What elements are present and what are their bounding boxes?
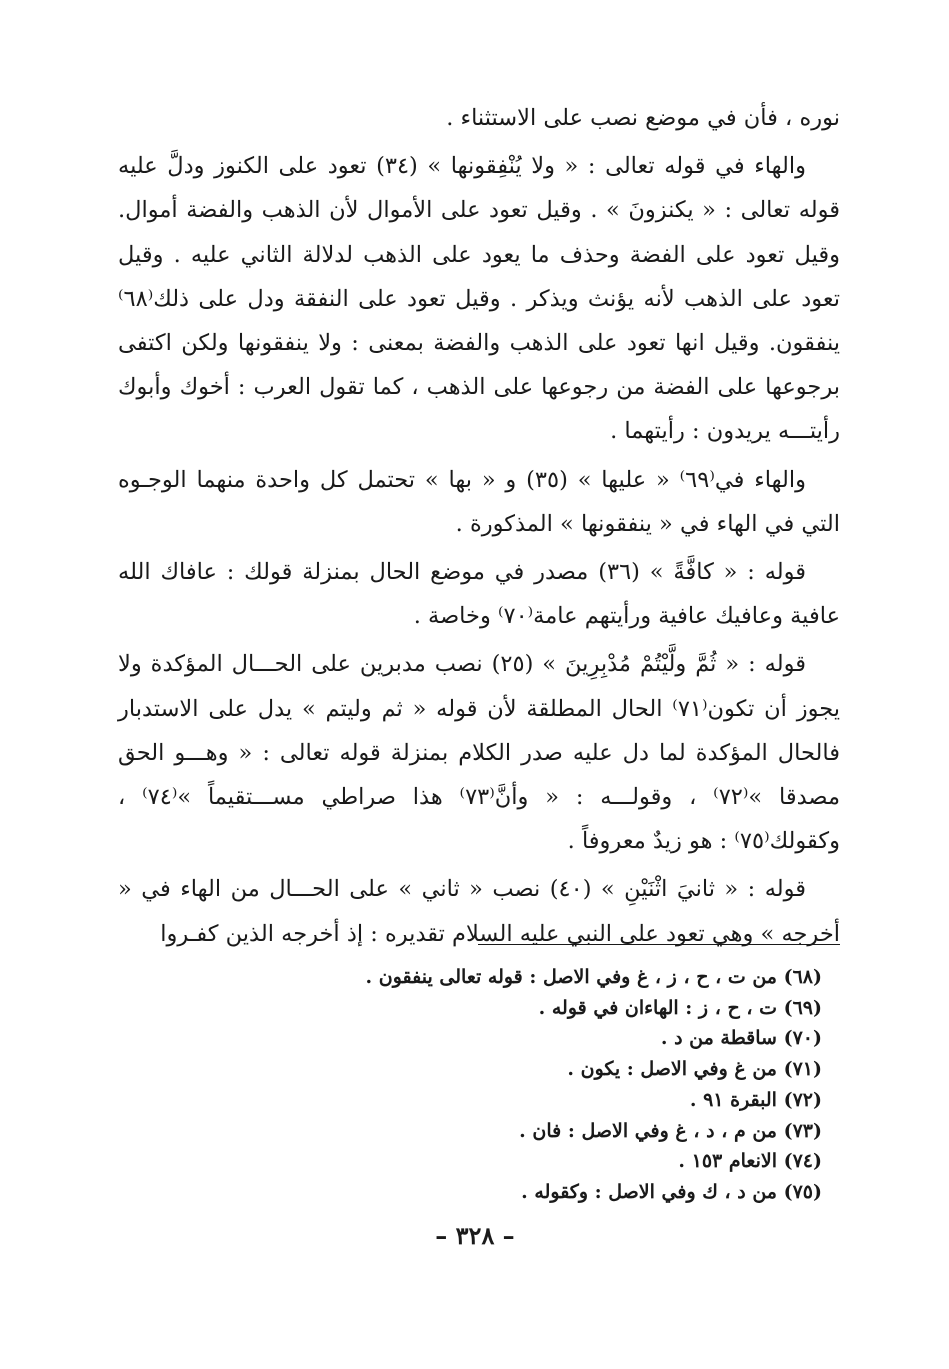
footnote: (٧٢) البقرة ٩١ . <box>689 1088 822 1111</box>
footnotes <box>300 962 822 1208</box>
paragraph: والهاء في قوله تعالى : « ولا يُنْفِقونها » (٣٤) تعود على الكنوز ودلَّ عليه قوله تعالى : « يكنزونَ » . وقيل تعود على الأموال لأن الذهب والفضة أموال. وقيل تعود على الفضة وحذف ما يعود على الذهب لدلالة الثاني عليه . وقيل تعود على الذهب لأنه يؤنث ويذكر . وقيل تعود على النفقة ودل على ذلك⁽٦٨⁾ ينفقون. وقيل انها تعود على الذهب والفضة بمعنى : ولا ينفقونها ولكن اكتفى برجوعها على الفضة من رجوعها على الذهب ، كما تقول العرب : أخوك وأبوك رأيتـــه يريدون : رأيتهما . <box>118 153 840 445</box>
paragraph: قوله : « ثُمَّ ولَّيْتُمْ مُدْبِرِينَ » (٢٥) نصب مدبرين على الحـــال المؤكدة ولا يجوز أن تكون⁽٧١⁾ الحال المطلقة لأن قوله « ثم وليتم » يدل على الاستدبار فالحال المؤكدة لما دل عليه صدر الكلام بمنزلة قوله تعالى : « وهـــو الحق مصدقا »⁽٧٢⁾ ، وقولـــه : « وأنَّ⁽٧٣⁾ هذا صراطي مســـتقيماً »⁽٧٤⁾ ، وكقولك⁽٧٥⁾ : هو زيدٌ معروفاً . <box>118 651 840 855</box>
footnote: (٧٤) الانعام ١٥٣ . <box>678 1150 822 1173</box>
footnote: (٦٩) ت ، ح ، ز : الهاءان في قوله . <box>538 996 822 1019</box>
footnote: (٦٨) من ت ، ح ، ز ، غ وفي الاصل : قوله تعالى ينفقون . <box>365 966 822 988</box>
footnote: (٧٥) من د ، ك وفي الاصل : وكقوله . <box>521 1180 822 1203</box>
main-text <box>118 96 840 956</box>
paragraph: قوله : « كافَّةً » (٣٦) مصدر في موضع الحال بمنزلة قولك : عافاك الله عافية وعافيك عافية ورأيتهم عامة⁽٧٠⁾ وخاصة . <box>118 559 840 630</box>
paragraph: والهاء في⁽٦٩⁾ « عليها » (٣٥) و « بها » تحتمل كل واحدة منهما الوجـوه التي في الهاء في « ينفقونها » المذكورة . <box>118 466 840 537</box>
page-number: – ٣٢٨ – <box>435 1221 515 1250</box>
paragraph: نوره ، فأن في موضع نصب على الاستثناء . <box>446 105 840 131</box>
footnote: (٧٣) من م ، د ، غ وفي الاصل : فان . <box>519 1119 822 1142</box>
footnote-divider <box>478 944 840 945</box>
footnote: (٧١) من غ وفي الاصل : يكون . <box>567 1058 822 1081</box>
footnote: (٧٠) ساقطة من د . <box>660 1027 822 1050</box>
paragraph: قوله : « ثانيَ اثْنَيْنِ » (٤٠) نصب « ثاني » على الحـــال من الهاء في « أخرجه » وهي تعود على النبي عليه السلام تقديره : إذ أخرجه الذين كفـروا <box>118 876 840 947</box>
